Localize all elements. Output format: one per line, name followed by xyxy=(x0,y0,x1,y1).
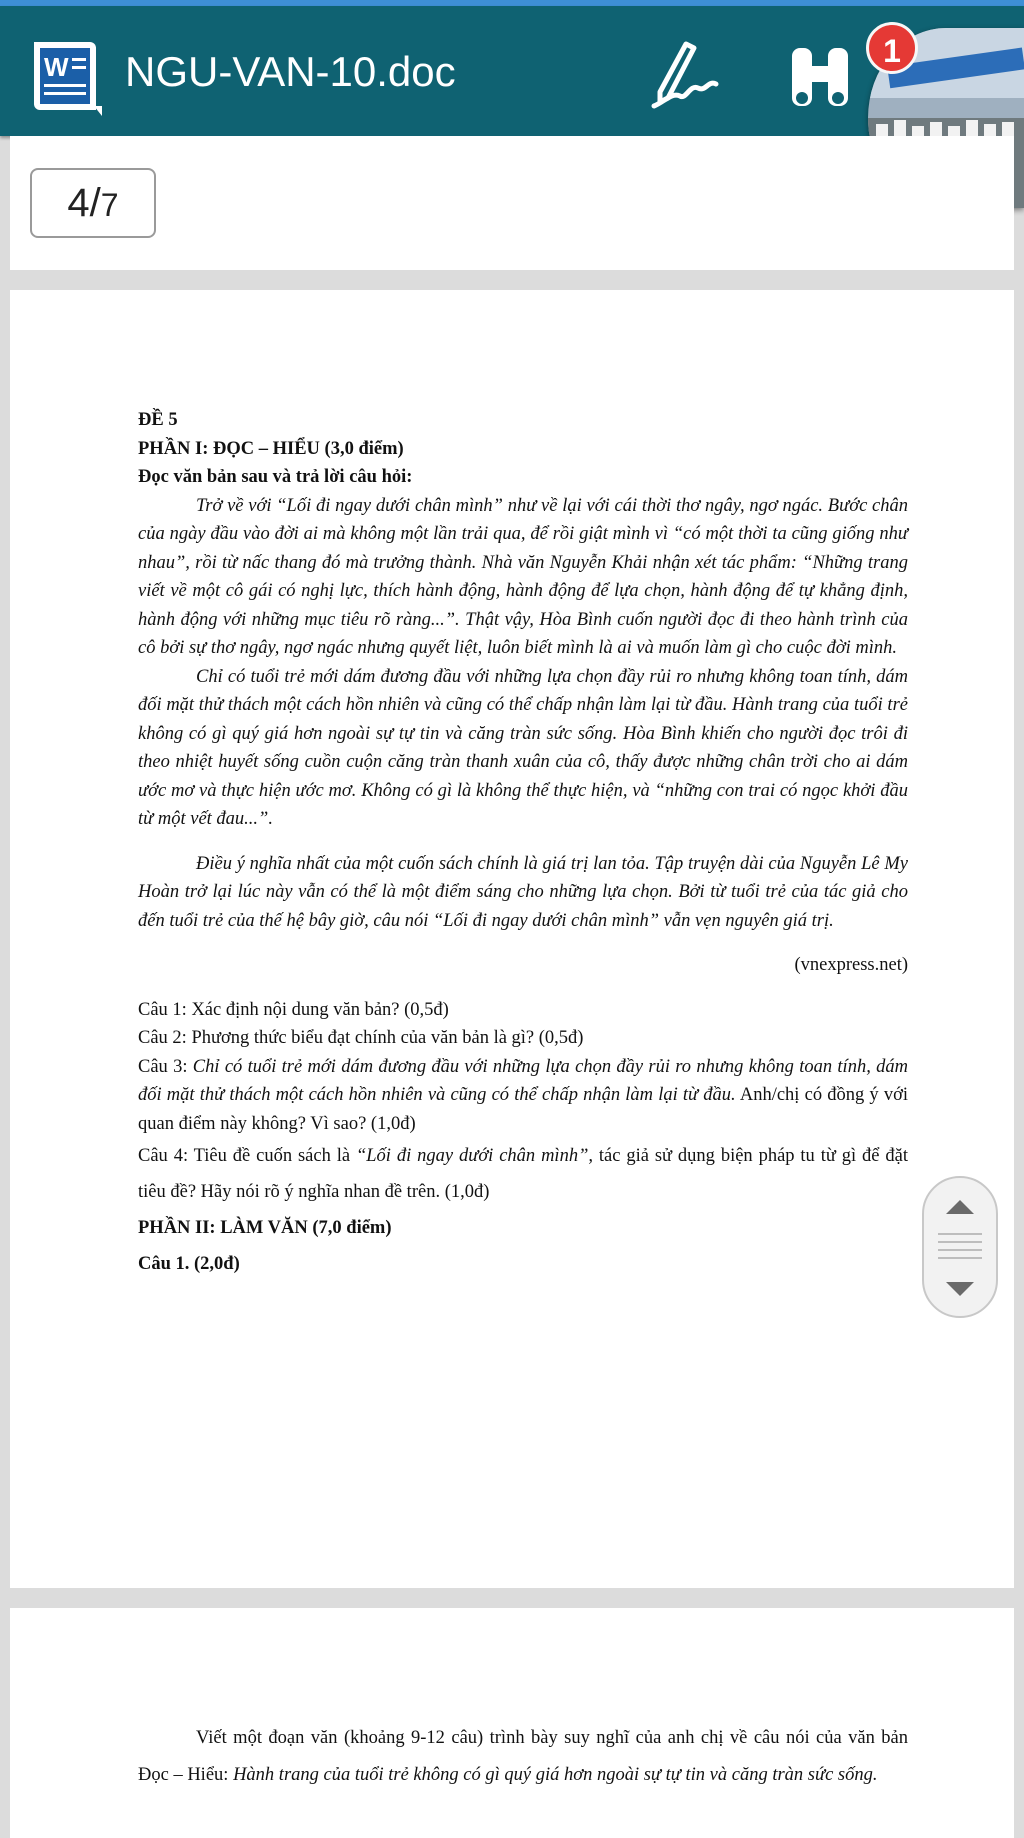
notification-badge[interactable]: 1 xyxy=(866,22,918,74)
section-heading: PHẦN II: LÀM VĂN (7,0 điểm) xyxy=(138,1218,392,1238)
page-total: 7 xyxy=(100,187,119,223)
question-3-quote: Chỉ có tuổi trẻ mới dám đương đầu với những lựa chọn đầy rủi ro nhưng không toan tính, dám đối mặt thử thách một cách hồn nhiên và cũng có thể chấp nhận làm lại từ đầu. xyxy=(138,1056,908,1105)
question-4-quote: “Lối đi ngay dưới chân mình”, xyxy=(355,1146,593,1166)
fast-scroll-arrows-icon xyxy=(924,1178,996,1316)
question-4 xyxy=(138,1138,908,1210)
page-current: 4/ xyxy=(67,181,101,225)
document-title: NGU-VAN-10.doc xyxy=(125,48,456,95)
toolbar xyxy=(0,6,1024,136)
essay-prompt-quote: Hành trang của tuổi trẻ không có gì quý giá hơn ngoài sự tự tin và căng tràn sức sống. xyxy=(233,1765,878,1785)
document-page xyxy=(10,1608,1014,1838)
word-doc-icon[interactable] xyxy=(30,40,102,116)
passage-paragraph: Điều ý nghĩa nhất của một cuốn sách chính là giá trị lan tỏa. Tập truyện dài của Nguyễn Lê My Hoàn trở lại lúc này vẫn có thể là một điểm sáng cho những lựa chọn. Bởi từ tuổi trẻ của tác giả cho đến tuổi trẻ của thế hệ bây giờ, câu nói “Lối đi ngay dưới chân mình” vẫn vẹn nguyên giá trị. xyxy=(138,853,908,931)
instruction: Đọc văn bản sau và trả lời câu hỏi: xyxy=(138,467,413,487)
page-strip xyxy=(10,136,1014,270)
essay-prompt: Viết một đoạn văn (khoảng 9-12 câu) trình bày suy nghĩ của anh chị về câu nói của văn bản Đọc – Hiểu: xyxy=(138,1728,908,1785)
page-indicator[interactable] xyxy=(30,168,156,238)
question-2: Câu 2: Phương thức biểu đạt chính của văn bản là gì? (0,5đ) xyxy=(138,1028,584,1048)
section-heading: PHẦN I: ĐỌC – HIỂU (3,0 điểm) xyxy=(138,438,404,459)
fast-scroll-handle[interactable] xyxy=(922,1176,998,1318)
question-3-prefix: Câu 3: xyxy=(138,1056,193,1077)
signature-icon[interactable] xyxy=(650,40,720,112)
source-citation: (vnexpress.net) xyxy=(794,955,908,975)
passage-paragraph: Trở về với “Lối đi ngay dưới chân mình” như về lại với cái thời thơ ngây, ngơ ngác. Bước chân của ngày đầu vào đời ai mà không một lần trải qua, để rồi giật mình vì “có một thời ta cũng giống như nhau”, rồi từ nấc thang đó mà trưởng thành. Nhà văn Nguyễn Khải nhận xét tác phẩm: “Những trang viết về một cô gái có nghị lực, thích hành động, hành động để lựa chọn, hành động để tự khẳng định, hành động với những mục tiêu rõ ràng...”. Thật vậy, Hòa Bình cuốn người đọc đi theo hành trình của cô bởi sự thơ ngây, ngơ ngác nhưng quyết liệt, luôn biết mình là ai và muốn làm gì cho cuộc đời mình. xyxy=(138,495,908,658)
document-page xyxy=(10,290,1014,1588)
question-4-suffix: tác giả sử dụng biện pháp tu từ gì để đặt tiêu đề? Hãy nói rõ ý nghĩa nhan đề trên. (1,0đ) xyxy=(138,1146,908,1202)
page-content xyxy=(138,406,908,1282)
binoculars-icon[interactable] xyxy=(788,42,852,112)
question-1: Câu 1: Xác định nội dung văn bản? (0,5đ) xyxy=(138,999,449,1020)
task-heading: Câu 1. (2,0đ) xyxy=(138,1254,240,1274)
question-3 xyxy=(138,1053,908,1139)
page-content xyxy=(138,1720,908,1794)
question-3-suffix: Anh/chị có đồng ý với quan điểm này không? Vì sao? (1,0đ) xyxy=(138,1085,908,1134)
passage-paragraph: Chỉ có tuổi trẻ mới dám đương đầu với những lựa chọn đầy rủi ro nhưng không toan tính, dám đối mặt thử thách một cách hồn nhiên và cũng có thể chấp nhận làm lại từ đầu. Hành trang của tuổi trẻ không có gì quý giá hơn ngoài sự tự tin và căng tràn sức sống. Hòa Bình khiến cho người đọc trôi đi theo nhiệt huyết sống cuồn cuộn căng tràn thanh xuân của cô, thấy được những chân trời cho ai dám ước mơ và thực hiện ước mơ. Không có gì là không thể thực hiện, và “những con trai có ngọc khởi đầu từ một vết đau...”. xyxy=(138,666,908,829)
exam-number: ĐỀ 5 xyxy=(138,410,178,430)
svg-text:W: W xyxy=(44,52,69,82)
question-4-prefix: Câu 4: Tiêu đề cuốn sách là xyxy=(138,1146,356,1166)
